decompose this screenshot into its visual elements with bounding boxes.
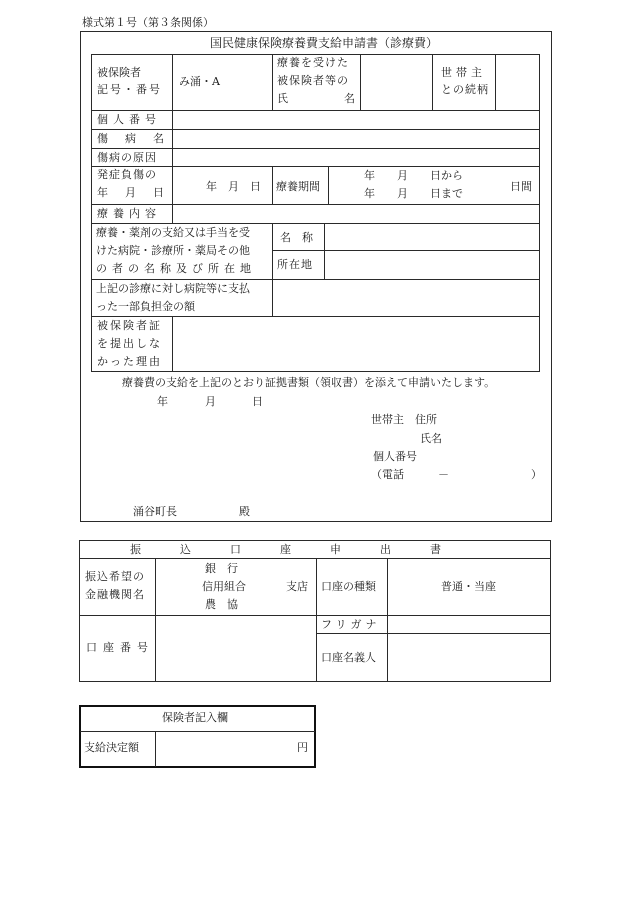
- provider-address-field[interactable]: [325, 251, 539, 278]
- patient-name-field[interactable]: [361, 55, 431, 109]
- form-number: 様式第１号（第３条関係）: [82, 16, 214, 29]
- mayor-label: 涌谷町長: [133, 505, 177, 518]
- account-no-label: 口座番号: [86, 641, 154, 654]
- provider-label-3: の者の名称及び所在地: [96, 262, 256, 275]
- furigana-field[interactable]: [388, 616, 550, 632]
- cause-field[interactable]: [173, 149, 539, 165]
- provider-name-label: 名 称: [280, 231, 313, 244]
- furigana-label: フリガナ: [321, 618, 381, 631]
- yen-label: 円: [297, 741, 308, 754]
- provider-address-label: 所在地: [277, 258, 313, 271]
- relation-label-1: 世帯主: [441, 66, 486, 79]
- honorific: 殿: [239, 505, 250, 518]
- phone-label: （電話: [371, 468, 404, 481]
- bank-label-2: 金融機関名: [85, 588, 145, 601]
- provider-label-1: 療養・薬剤の支給又は手当を受: [96, 226, 250, 239]
- onset-date-field[interactable]: 年 月 日: [206, 180, 261, 193]
- disease-label: 傷病名: [97, 132, 181, 145]
- transfer-title: 振 込 口 座 申 出 書: [130, 543, 455, 556]
- patient-label-3a: 氏: [277, 92, 288, 105]
- branch-label: 支店: [286, 580, 308, 593]
- date-year: 年: [157, 395, 168, 408]
- copay-label-1: 上記の診療に対し病院等に支払: [96, 282, 250, 295]
- householder-address-label: 世帯主 住所: [371, 413, 437, 426]
- insured-no-label-2: 記号・番号: [97, 83, 162, 96]
- phone-close: ）: [531, 468, 542, 481]
- relation-label-2: との続柄: [441, 83, 489, 96]
- personal-no-label: 個人番号: [97, 113, 161, 126]
- bank-type-credit-union[interactable]: 信用組合: [202, 580, 246, 593]
- applicant-name-label: 氏名: [420, 432, 442, 445]
- treatment-field[interactable]: [173, 205, 539, 222]
- period-to-field[interactable]: 年 月 日まで: [364, 187, 463, 200]
- relation-field[interactable]: [496, 55, 539, 109]
- holder-field[interactable]: [388, 634, 550, 681]
- period-days: 日間: [510, 180, 532, 193]
- claim-title: 国民健康保険療養費支給申請書（診療費）: [210, 36, 439, 50]
- cause-label: 傷病の原因: [97, 151, 157, 164]
- patient-label-1: 療養を受けた: [277, 56, 349, 69]
- patient-label-3b: 名: [344, 92, 355, 105]
- date-day: 日: [252, 395, 263, 408]
- patient-label-2: 被保険者等の: [277, 74, 349, 87]
- onset-label-2: 年月日: [97, 186, 181, 199]
- amount-label: 支給決定額: [84, 741, 139, 754]
- bank-label-1: 振込希望の: [85, 570, 145, 583]
- insured-no-label-1: 被保険者: [97, 66, 141, 79]
- reason-label-2: を提出しな: [97, 337, 162, 350]
- account-type-value[interactable]: 普通・当座: [441, 580, 496, 593]
- account-no-field[interactable]: [156, 616, 315, 681]
- holder-label: 口座名義人: [321, 651, 376, 664]
- onset-label-1: 発症負傷の: [97, 168, 157, 181]
- reason-label-1: 被保険者証: [97, 319, 162, 332]
- personal-no-field[interactable]: [173, 111, 539, 128]
- treatment-label: 療養内容: [97, 207, 161, 220]
- reason-field[interactable]: [173, 317, 539, 371]
- bank-type-agri-coop[interactable]: 農 協: [205, 598, 238, 611]
- provider-name-field[interactable]: [325, 224, 539, 249]
- amount-field[interactable]: [156, 732, 296, 766]
- bank-type-bank[interactable]: 銀 行: [205, 562, 238, 575]
- period-label: 療養期間: [276, 180, 320, 193]
- account-type-label: 口座の種類: [321, 580, 376, 593]
- provider-label-2: けた病院・診療所・薬局その他: [96, 244, 250, 257]
- period-from-field[interactable]: 年 月 日から: [364, 169, 463, 182]
- declaration-text: 療養費の支給を上記のとおり証拠書類（領収書）を添えて申請いたします。: [122, 376, 496, 389]
- date-month: 月: [205, 395, 216, 408]
- reason-label-3: かった理由: [97, 355, 162, 368]
- copay-label-2: った一部負担金の額: [96, 300, 195, 313]
- insured-no-value[interactable]: み涌・A: [179, 75, 220, 88]
- insurer-title: 保険者記入欄: [162, 711, 228, 724]
- disease-field[interactable]: [173, 130, 539, 147]
- copay-field[interactable]: [273, 280, 539, 315]
- applicant-personal-no-label: 個人番号: [373, 450, 417, 463]
- phone-dash: －: [438, 468, 449, 481]
